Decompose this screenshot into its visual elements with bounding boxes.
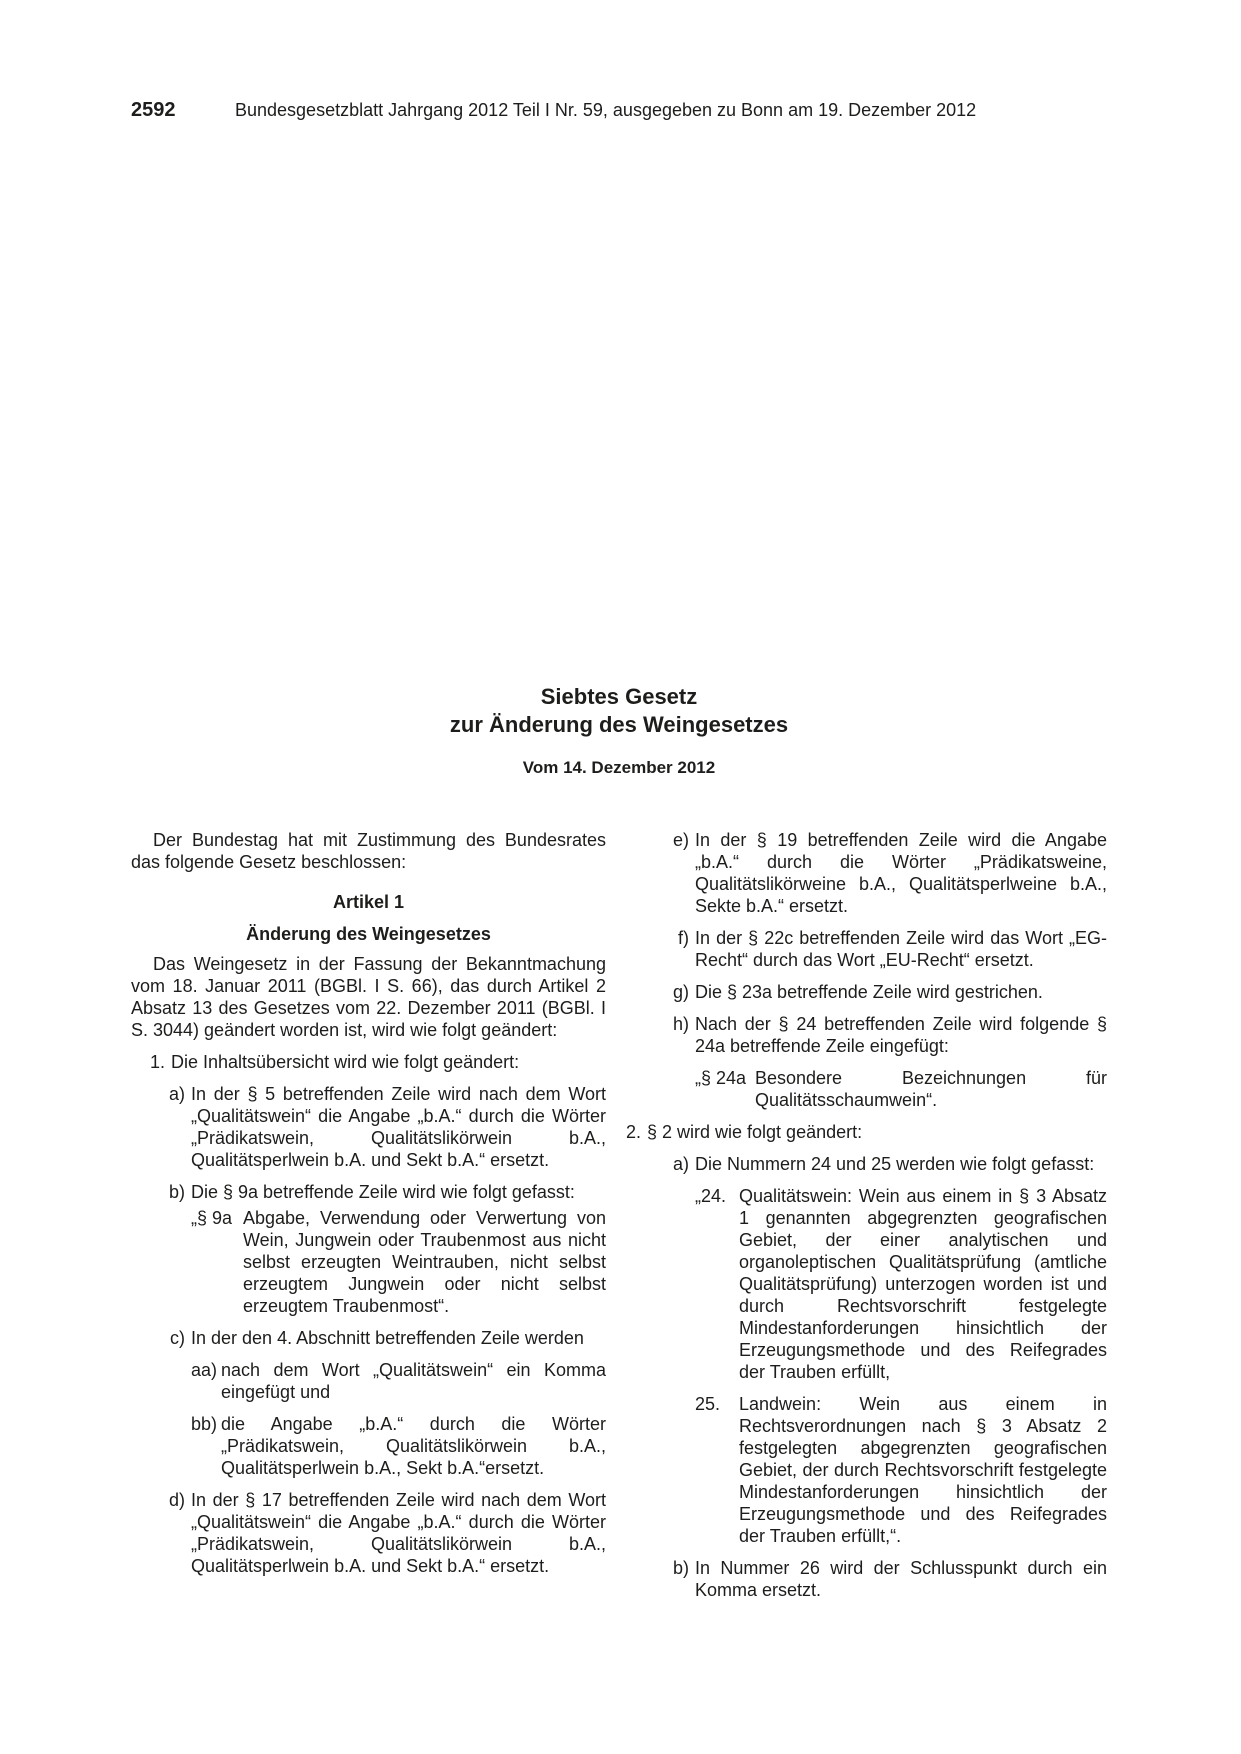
- list-item-text: In Nummer 26 wird der Schlusspunkt durch ein Komma ersetzt.: [695, 1558, 1107, 1600]
- article-intro: Das Weingesetz in der Fassung der Bekanntmachung vom 18. Januar 2011 (BGBl. I S. 66), das durch Artikel 2 Absatz 13 des Gesetzes vom 22. Dezember 2011 (BGBl. I S. 3044) geändert worden ist, wird wie folgt geändert:: [131, 954, 606, 1040]
- quote-label: „§ 24a: [695, 1068, 747, 1088]
- list-item-2: [619, 1121, 1107, 1143]
- law-title-line-2: zur Änderung des Weingesetzes: [449, 712, 789, 737]
- list-item-label: 2.: [625, 1122, 641, 1142]
- list-item-text: Nach der § 24 betreffenden Zeile wird folgende § 24a betreffende Zeile eingefügt:: [695, 1014, 1107, 1056]
- list-item-1g: [643, 981, 1107, 1003]
- definition-text: Landwein: Wein aus einem in Rechtsverordnungen nach § 3 Absatz 2 festgelegten abgegrenzten geografischen Gebiet, der durch Rechtsvorschrift festgelegte Mindestanforderungen hinsichtlich der Erzeugungsmethode und des Reifegrades der Trauben erfüllt,“.: [739, 1394, 1107, 1546]
- list-item-1c-bb: [131, 1413, 606, 1479]
- list-item-label: a): [168, 1084, 185, 1104]
- list-item-label: b): [168, 1182, 185, 1202]
- definition-label: 25.: [695, 1394, 721, 1414]
- list-item-text: In der § 22c betreffenden Zeile wird das Wort „EG-Recht“ durch das Wort „EU-Recht“ ersetzt.: [695, 928, 1107, 970]
- definition-25: [643, 1393, 1107, 1547]
- page-number: 2592: [131, 99, 176, 121]
- list-item-1h: [643, 1013, 1107, 1057]
- list-item-1b: [131, 1181, 606, 1203]
- law-title-line-1: Siebtes Gesetz: [540, 684, 698, 709]
- page-header: [131, 99, 976, 121]
- list-item-2a: [643, 1153, 1107, 1175]
- list-item-text: Die § 23a betreffende Zeile wird gestrichen.: [695, 982, 1043, 1002]
- list-item-1f: [643, 927, 1107, 971]
- list-item-label: 1.: [149, 1052, 165, 1072]
- law-title-block: [131, 683, 1107, 778]
- running-title: Bundesgesetzblatt Jahrgang 2012 Teil I Nr. 59, ausgegeben zu Bonn am 19. Dezember 2012: [235, 100, 977, 120]
- list-item-text: Die § 9a betreffende Zeile wird wie folgt gefasst:: [191, 1182, 575, 1202]
- list-item-1d: [131, 1489, 606, 1577]
- list-item-1a: [131, 1083, 606, 1171]
- list-item-label: h): [672, 1014, 689, 1034]
- list-item-label: d): [168, 1490, 185, 1510]
- list-item-label: b): [672, 1558, 689, 1578]
- list-item-label: e): [672, 830, 689, 850]
- law-date: Vom 14. Dezember 2012: [522, 758, 716, 777]
- list-item-1e: [643, 829, 1107, 917]
- quote-9a: [131, 1207, 606, 1317]
- list-item-text: § 2 wird wie folgt geändert:: [647, 1122, 863, 1142]
- list-item-label: g): [672, 982, 689, 1002]
- list-item-label: bb): [191, 1414, 218, 1434]
- list-item-text: die Angabe „b.A.“ durch die Wörter „Prädikatswein, Qualitätslikörwein b.A., Qualitätsperlwein b.A., Sekt b.A.“ersetzt.: [221, 1414, 606, 1478]
- list-item-text: In der § 17 betreffenden Zeile wird nach dem Wort „Qualitätswein“ die Angabe „b.A.“ durch die Wörter „Prädikatswein, Qualitätslikörwein b.A., Qualitätsperlwein b.A. und Sekt b.A.“ ersetzt.: [191, 1490, 606, 1576]
- quote-text: Abgabe, Verwendung oder Verwertung von Wein, Jungwein oder Traubenmost aus nicht selbst erzeugten Weintrauben, nicht selbst erzeugtem Jungwein oder nicht selbst erzeugtem Traubenmost“.: [243, 1208, 606, 1316]
- right-column: [625, 829, 1107, 1611]
- quote-24a: [643, 1067, 1107, 1111]
- list-item-text: In der den 4. Abschnitt betreffenden Zeile werden: [191, 1328, 584, 1348]
- preamble: Der Bundestag hat mit Zustimmung des Bundesrates das folgende Gesetz beschlossen:: [131, 830, 606, 872]
- list-item-2b: [643, 1557, 1107, 1601]
- quote-text: Besondere Bezeichnungen für Qualitätsschaumwein“.: [755, 1068, 1107, 1110]
- list-item-label: aa): [191, 1360, 218, 1380]
- definition-24: [643, 1185, 1107, 1383]
- list-item-text: In der § 5 betreffenden Zeile wird nach dem Wort „Qualitätswein“ die Angabe „b.A.“ durch die Wörter „Prädikatswein, Qualitätslikörwein b.A., Qualitätsperlwein b.A. und Sekt b.A.“ ersetzt.: [191, 1084, 606, 1170]
- list-item-text: Die Inhaltsübersicht wird wie folgt geändert:: [171, 1052, 520, 1072]
- list-item-label: c): [170, 1328, 185, 1348]
- article-heading: Artikel 1: [332, 892, 405, 912]
- list-item-text: Die Nummern 24 und 25 werden wie folgt gefasst:: [695, 1154, 1095, 1174]
- list-item-1c-aa: [131, 1359, 606, 1403]
- list-item-text: nach dem Wort „Qualitätswein“ ein Komma eingefügt und: [221, 1360, 606, 1402]
- list-item-1c: [131, 1327, 606, 1349]
- list-item-label: a): [672, 1154, 689, 1174]
- definition-text: Qualitätswein: Wein aus einem in § 3 Absatz 1 genannten abgegrenzten geografischen Gebiet, der einer analytischen und organoleptischen Qualitätsprüfung (amtliche Qualitätsprüfung) unterzogen worden ist und durch Rechtsvorschrift festgelegte Mindestanforderungen hinsichtlich der Erzeugungsmethode und des Reifegrades der Trauben erfüllt,: [739, 1186, 1107, 1382]
- article-title: Änderung des Weingesetzes: [246, 924, 491, 944]
- list-item-text: In der § 19 betreffenden Zeile wird die Angabe „b.A.“ durch die Wörter „Prädikatsweine, Qualitätslikörweine b.A., Qualitätsperlweine b.A., Sekte b.A.“ ersetzt.: [695, 830, 1107, 916]
- definition-label: „24.: [695, 1186, 727, 1206]
- left-column: [131, 829, 606, 1587]
- list-item-label: f): [678, 928, 689, 948]
- quote-label: „§ 9a: [191, 1208, 233, 1228]
- list-item-1: [131, 1051, 606, 1073]
